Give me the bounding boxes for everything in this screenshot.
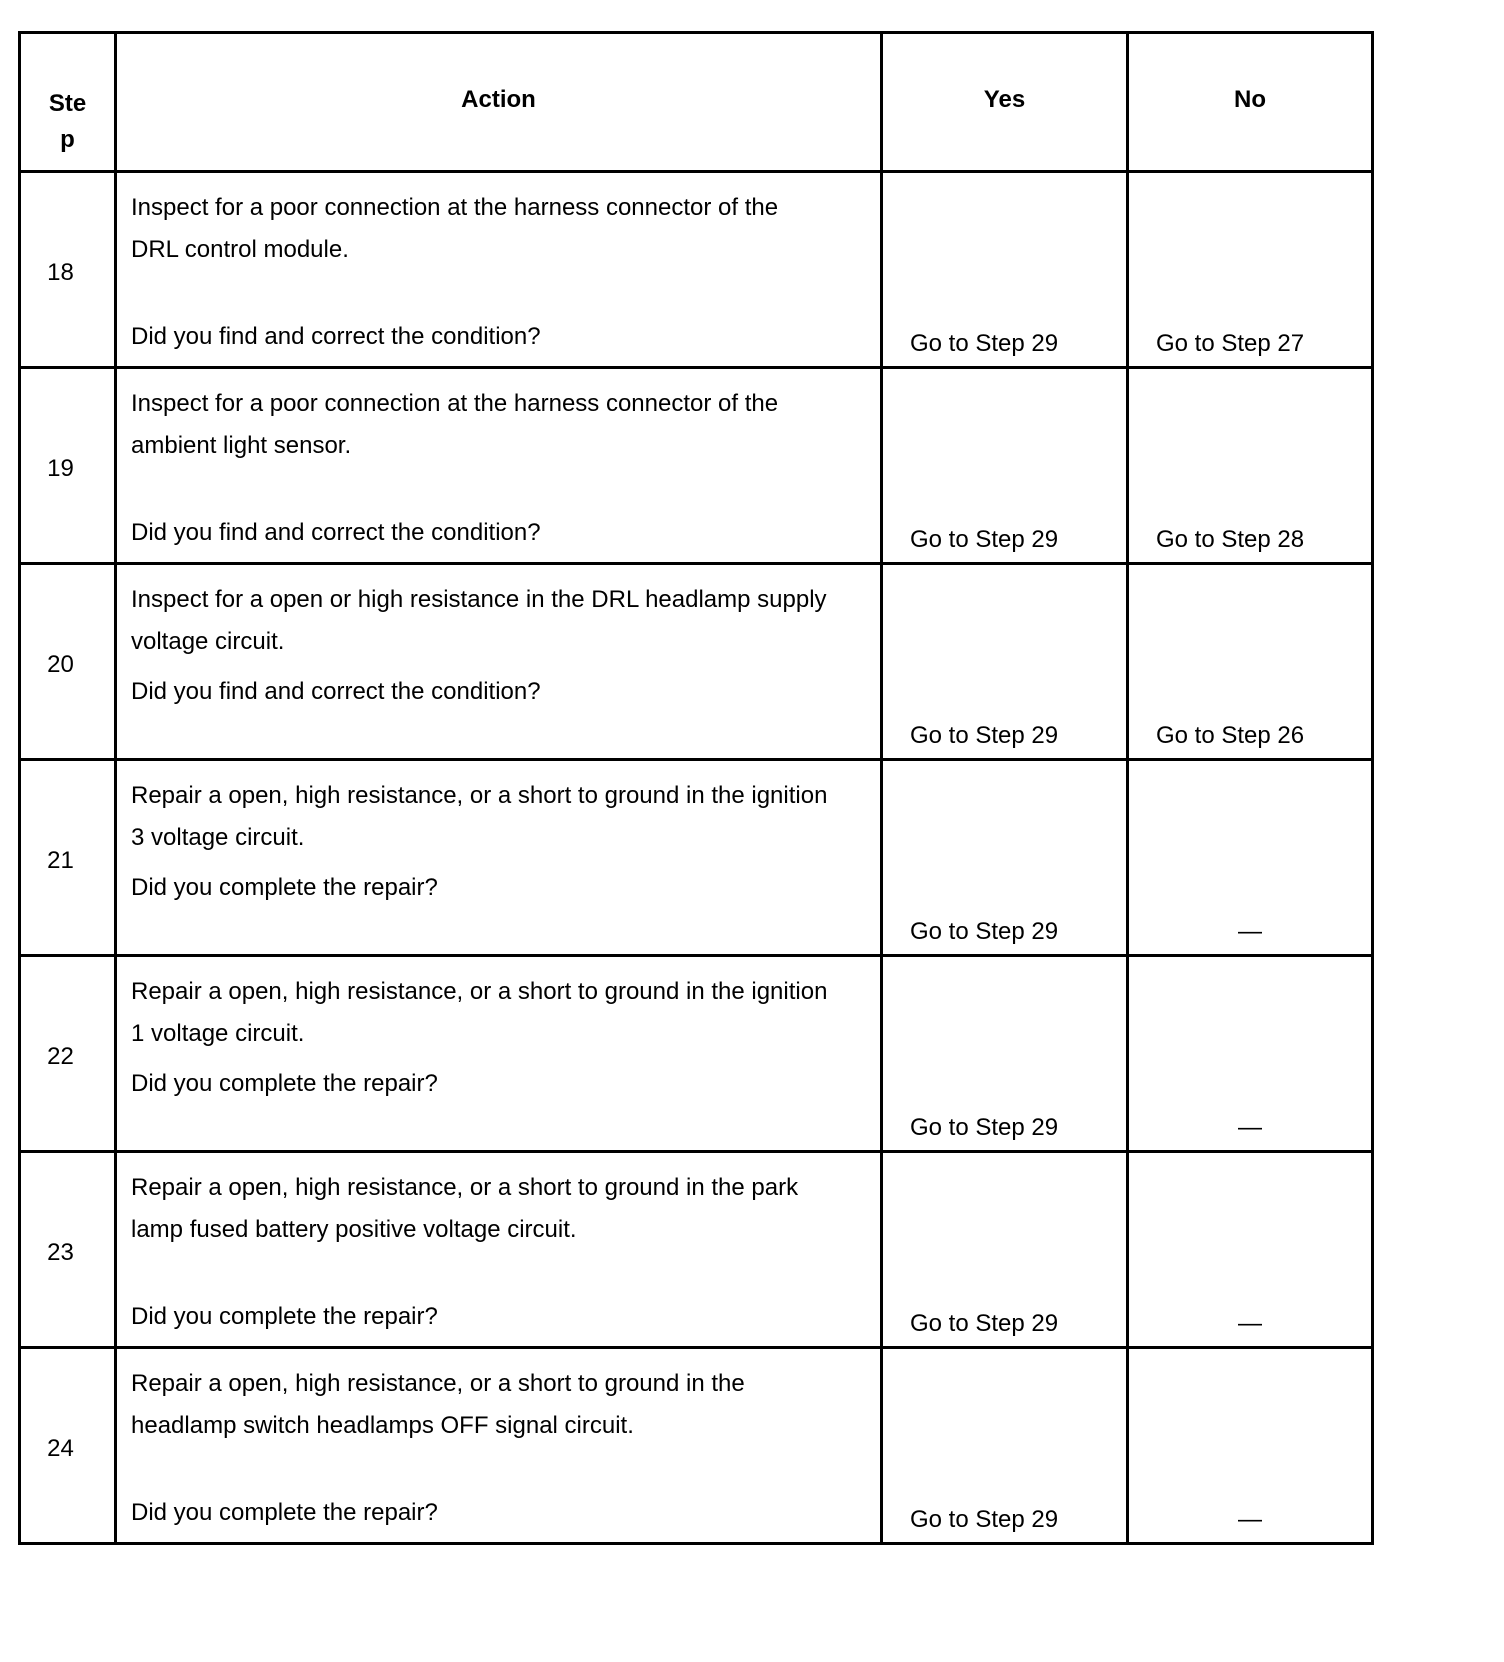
step-number: 23 — [47, 1239, 74, 1266]
action-text: Repair a open, high resistance, or a short to ground in the ignition 3 voltage circuit. — [131, 782, 828, 851]
no-result: — — [1238, 1114, 1262, 1141]
question-text: Did you find and correct the condition? — [131, 323, 541, 350]
yes-cell — [882, 760, 1128, 956]
step-number: 24 — [47, 1435, 74, 1462]
yes-result: Go to Step 29 — [910, 330, 1059, 357]
yes-cell — [882, 956, 1128, 1152]
action-text: Repair a open, high resistance, or a short to ground in the park lamp fused battery positive voltage circuit. — [131, 1174, 799, 1243]
question-text: Did you find and correct the condition? — [131, 678, 541, 705]
step-number: 22 — [47, 1043, 74, 1070]
table-header-row — [20, 33, 1373, 172]
no-cell — [1128, 956, 1373, 1152]
header-yes: Yes — [882, 33, 1128, 172]
no-cell — [1128, 564, 1373, 760]
header-step — [20, 33, 116, 172]
header-action: Action — [116, 33, 882, 172]
table-row — [20, 1152, 1373, 1348]
no-cell — [1128, 1152, 1373, 1348]
action-text: Repair a open, high resistance, or a short to ground in the ignition 1 voltage circuit. — [131, 978, 828, 1047]
step-number: 19 — [47, 455, 74, 482]
yes-cell — [882, 1348, 1128, 1544]
question-text: Did you complete the repair? — [131, 874, 438, 901]
yes-cell — [882, 564, 1128, 760]
table-row — [20, 564, 1373, 760]
action-text: Repair a open, high resistance, or a short to ground in the headlamp switch headlamps OFF signal circuit. — [131, 1370, 745, 1439]
no-result: Go to Step 26 — [1156, 722, 1305, 749]
action-text: Inspect for a poor connection at the harness connector of the DRL control module. — [131, 194, 779, 263]
yes-result: Go to Step 29 — [910, 722, 1059, 749]
step-number: 18 — [47, 259, 74, 286]
step-cell — [20, 1348, 116, 1544]
yes-result: Go to Step 29 — [910, 1114, 1059, 1141]
question-text: Did you find and correct the condition? — [131, 519, 541, 546]
diagnostic-steps-table — [18, 31, 1374, 1545]
no-result: — — [1238, 1310, 1262, 1337]
header-step-label: Step — [48, 90, 87, 153]
yes-result: Go to Step 29 — [910, 1506, 1059, 1533]
action-cell — [116, 368, 882, 564]
step-cell — [20, 368, 116, 564]
yes-result: Go to Step 29 — [910, 1310, 1059, 1337]
no-result: — — [1238, 1506, 1262, 1533]
yes-cell — [882, 1152, 1128, 1348]
step-number: 20 — [47, 651, 74, 678]
table-row — [20, 1348, 1373, 1544]
action-cell — [116, 564, 882, 760]
step-cell — [20, 760, 116, 956]
question-text: Did you complete the repair? — [131, 1499, 438, 1526]
no-result: Go to Step 27 — [1156, 330, 1305, 357]
step-cell — [20, 1152, 116, 1348]
yes-result: Go to Step 29 — [910, 918, 1059, 945]
no-cell — [1128, 368, 1373, 564]
no-result: Go to Step 28 — [1156, 526, 1305, 553]
no-cell — [1128, 1348, 1373, 1544]
no-cell — [1128, 760, 1373, 956]
step-number: 21 — [47, 847, 74, 874]
action-text: Inspect for a poor connection at the harness connector of the ambient light sensor. — [131, 390, 779, 459]
action-cell — [116, 172, 882, 368]
action-cell — [116, 956, 882, 1152]
yes-result: Go to Step 29 — [910, 526, 1059, 553]
step-cell — [20, 172, 116, 368]
table-row — [20, 368, 1373, 564]
yes-cell — [882, 368, 1128, 564]
table-row — [20, 172, 1373, 368]
no-cell — [1128, 172, 1373, 368]
no-result: — — [1238, 918, 1262, 945]
step-cell — [20, 564, 116, 760]
yes-cell — [882, 172, 1128, 368]
table-row — [20, 760, 1373, 956]
action-text: Inspect for a open or high resistance in the DRL headlamp supply voltage circuit. — [131, 586, 827, 655]
step-cell — [20, 956, 116, 1152]
action-cell — [116, 1348, 882, 1544]
header-no: No — [1128, 33, 1373, 172]
action-cell — [116, 760, 882, 956]
question-text: Did you complete the repair? — [131, 1070, 438, 1097]
table-row — [20, 956, 1373, 1152]
action-cell — [116, 1152, 882, 1348]
question-text: Did you complete the repair? — [131, 1303, 438, 1330]
